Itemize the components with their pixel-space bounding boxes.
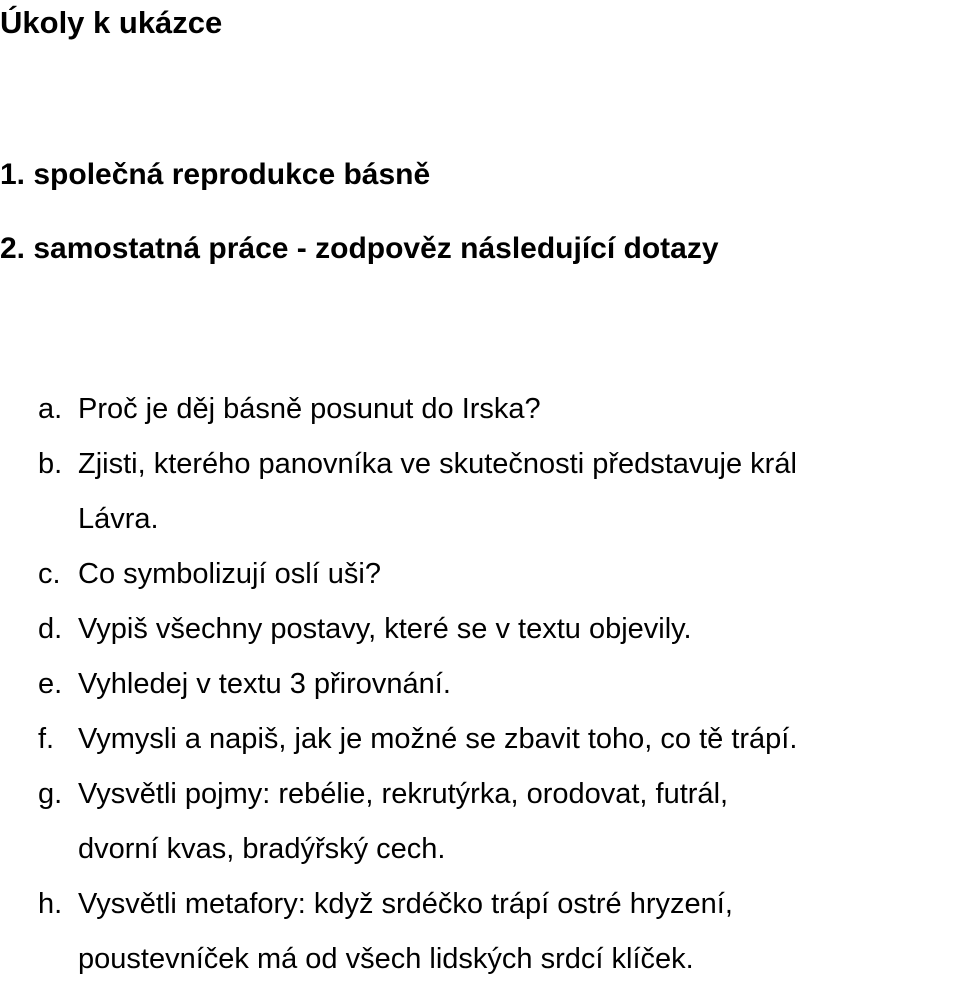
question-text: Vyhledej v textu 3 přirovnání.	[78, 668, 451, 700]
question-text: Vysvětli pojmy: rebélie, rekrutýrka, orodovat, futrál,	[78, 778, 729, 810]
question-marker: d.	[38, 613, 63, 645]
question-text: Vymysli a napiš, jak je možné se zbavit toho, co tě trápí.	[78, 723, 798, 755]
question-marker: a.	[38, 393, 63, 425]
question-marker: c.	[38, 558, 61, 590]
question-text: Proč je děj básně posunut do Irska?	[78, 393, 541, 425]
question-text-continued: Lávra.	[78, 503, 159, 535]
question-marker: g.	[38, 778, 63, 810]
question-marker: f.	[38, 723, 55, 755]
question-item-g	[0, 767, 960, 877]
question-item-h	[0, 877, 960, 987]
question-text-continued: poustevníček má od všech lidských srdcí klíček.	[78, 943, 694, 975]
question-text: Vypiš všechny postavy, které se v textu objevily.	[78, 613, 692, 645]
question-marker: e.	[38, 668, 63, 700]
question-item-a	[0, 382, 960, 437]
question-text: Zjisti, kterého panovníka ve skutečnosti představuje král	[78, 448, 797, 480]
question-item-c	[0, 547, 960, 602]
question-marker: h.	[38, 888, 63, 920]
question-text: Vysvětli metafory: když srdéčko trápí ostré hryzení,	[78, 888, 733, 920]
question-text-continued: dvorní kvas, bradýřský cech.	[78, 833, 446, 865]
question-item-d	[0, 602, 960, 657]
task-item-2: 2. samostatná práce - zodpověz následující dotazy	[0, 232, 719, 265]
question-list	[0, 382, 960, 987]
question-text: Co symbolizují oslí uši?	[78, 558, 381, 590]
question-item-f	[0, 712, 960, 767]
question-marker: b.	[38, 448, 63, 480]
question-item-b	[0, 437, 960, 547]
page-title: Úkoly k ukázce	[0, 5, 223, 40]
question-item-e	[0, 657, 960, 712]
task-item-1: 1. společná reprodukce básně	[0, 158, 431, 191]
